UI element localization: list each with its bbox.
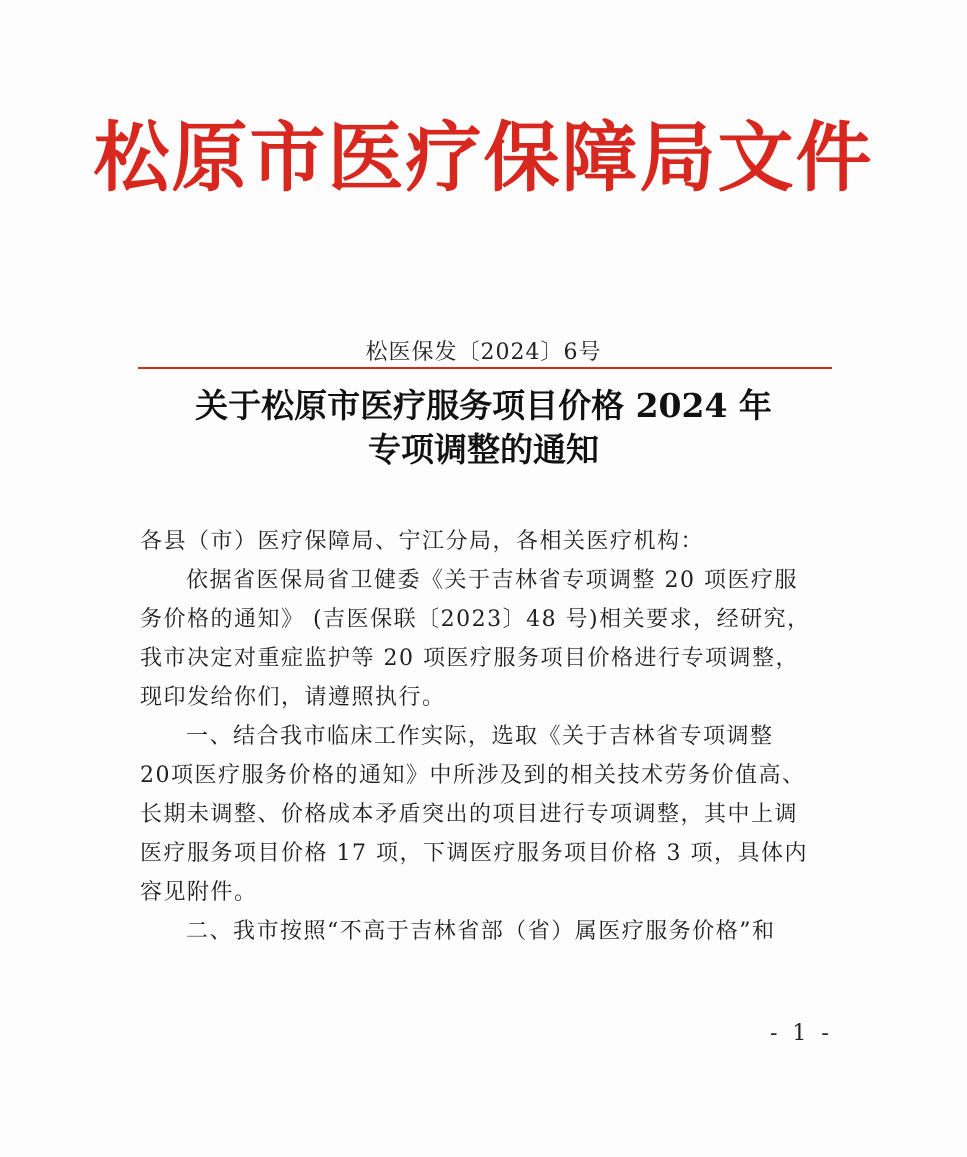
paragraph-line: 我市决定对重症监护等 20 项医疗服务项目价格进行专项调整，: [140, 646, 799, 671]
paragraph-1: [140, 561, 832, 717]
paragraph-line: 务价格的通知》 (吉医保联〔2023〕48 号)相关要求，经研究，: [140, 607, 811, 632]
addressee-line: 各县（市）医疗保障局、宁江分局，各相关医疗机构：: [140, 529, 705, 554]
title-line-2: 专项调整的通知: [368, 430, 599, 469]
page-number: - 1 -: [770, 1021, 833, 1046]
paragraph-line: 容见附件。: [140, 880, 258, 905]
paragraph-line: 一、结合我市临床工作实际，选取《关于吉林省专项调整: [186, 724, 774, 749]
paragraph-2: [140, 717, 832, 912]
paragraph-line: 二、我市按照“不高于吉林省部（省）属医疗服务价格”和: [186, 919, 776, 944]
paragraph-line: 20项医疗服务价格的通知》中所涉及到的相关技术劳务价值高、: [140, 763, 806, 788]
document-body: [140, 522, 832, 951]
paragraph-line: 医疗服务项目价格 17 项，下调医疗服务项目价格 3 项，具体内: [140, 841, 808, 866]
paragraph-line: 现印发给你们，请遵照执行。: [140, 685, 446, 710]
paragraph-line: 长期未调整、价格成本矛盾突出的项目进行专项调整，其中上调: [140, 802, 799, 827]
paragraph-3: [140, 912, 832, 951]
title-line-1: 关于松原市医疗服务项目价格 2024 年: [195, 386, 772, 425]
red-divider-line: [138, 367, 832, 369]
document-title: [0, 384, 967, 472]
masthead-title: 松原市医疗保障局文件: [93, 113, 874, 202]
paragraph-line: 依据省医保局省卫健委《关于吉林省专项调整 20 项医疗服: [186, 568, 798, 593]
document-number: 松医保发〔2024〕6号: [365, 340, 602, 365]
